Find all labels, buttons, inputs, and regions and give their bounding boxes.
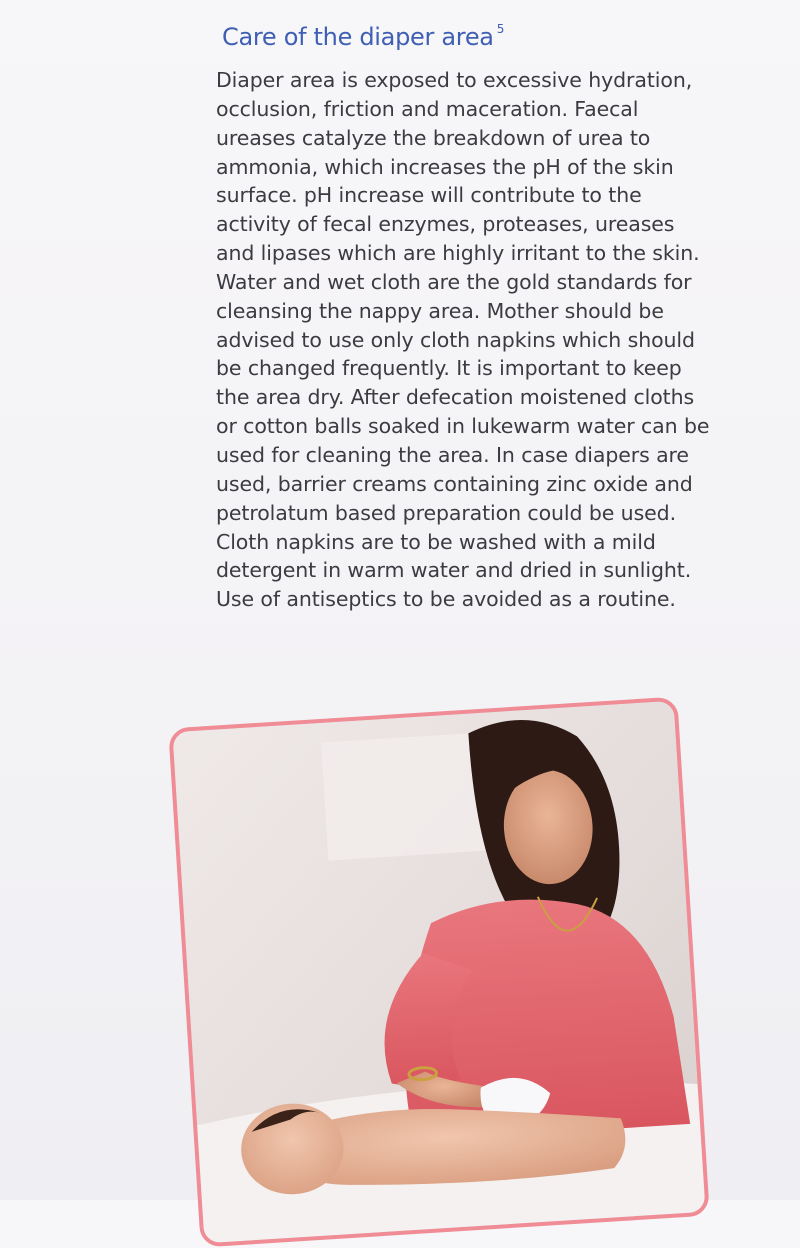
body-line: advised to use only cloth napkins which should — [216, 327, 695, 352]
section-heading — [222, 22, 504, 51]
body-line: Use of antiseptics to be avoided as a routine. — [216, 587, 676, 612]
mother-baby-photo — [168, 697, 710, 1248]
body-line: ammonia, which increases the pH of the skin — [216, 154, 674, 179]
body-line: Diaper area is exposed to excessive hydration, — [216, 68, 693, 92]
body-line: and lipases which are highly irritant to the skin. — [216, 241, 700, 266]
photo-illustration — [172, 701, 705, 1244]
body-line: or cotton balls soaked in lukewarm water can be — [216, 414, 710, 439]
body-line: Cloth napkins are to be washed with a mild — [216, 529, 656, 554]
body-line: petrolatum based preparation could be used. — [216, 500, 676, 525]
body-line: detergent in warm water and dried in sunlight. — [216, 558, 692, 583]
body-line: surface. pH increase will contribute to the — [216, 183, 642, 208]
body-line: used, barrier creams containing zinc oxide and — [216, 471, 693, 496]
body-line: occlusion, friction and maceration. Faecal — [216, 96, 639, 121]
body-line: activity of fecal enzymes, proteases, ureases — [216, 212, 675, 237]
body-line: ureases catalyze the breakdown of urea to — [216, 125, 651, 150]
body-line: used for cleaning the area. In case diapers are — [216, 442, 689, 467]
body-line: cleansing the nappy area. Mother should be — [216, 298, 664, 323]
section-heading-text: Care of the diaper area — [222, 23, 494, 51]
body-paragraph — [216, 66, 756, 614]
body-line: be changed frequently. It is important to keep — [216, 356, 682, 381]
reference-superscript: 5 — [496, 22, 505, 36]
body-line: the area dry. After defecation moistened cloths — [216, 385, 695, 410]
body-line: Water and wet cloth are the gold standards for — [216, 269, 692, 294]
